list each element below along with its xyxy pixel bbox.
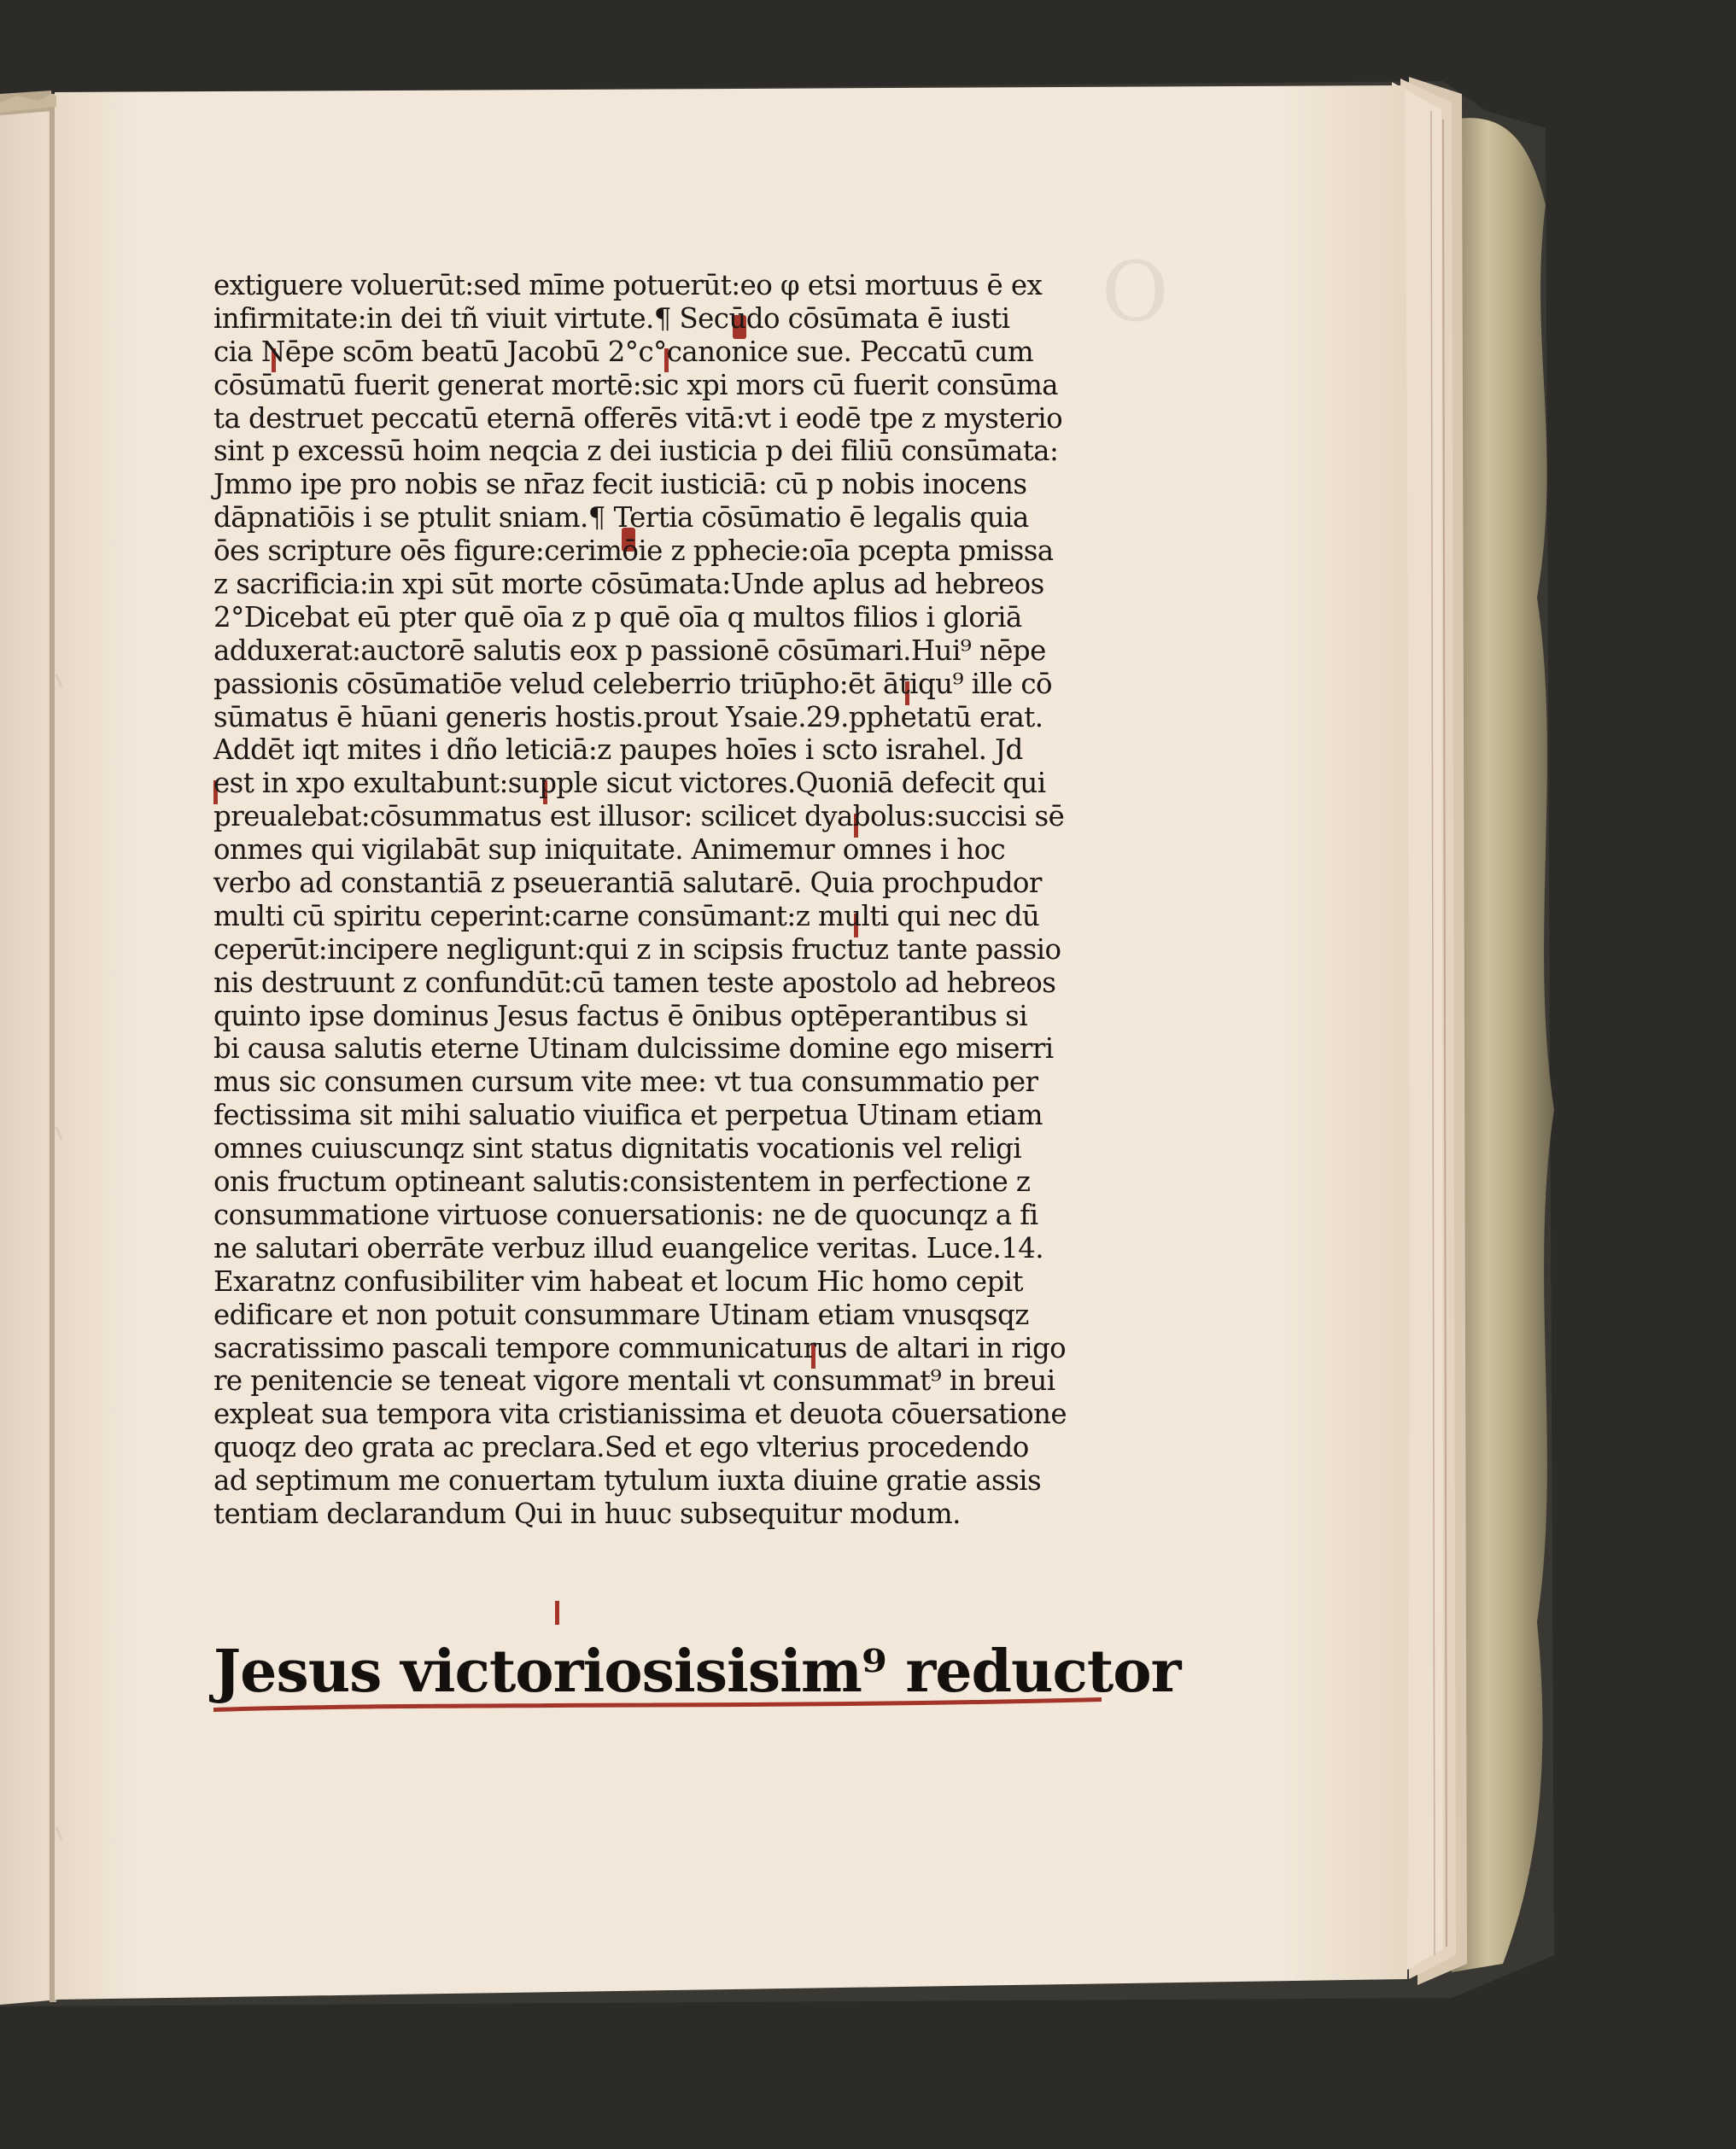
rubric-stroke bbox=[555, 1601, 559, 1625]
text-line: ōes scripture oēs figure:cerimōie z pphecie:oīa pcepta pmissa bbox=[213, 534, 1054, 568]
text-line: passionis cōsūmatiōe velud celeberrio triūpho:ēt ātiqu⁹ ille cō bbox=[213, 667, 1052, 700]
text-line: verbo ad constantiā z pseuerantiā salutarē. Quia prochpudor bbox=[213, 867, 1042, 900]
text-line: adduxerat:auctorē salutis eox p passionē cōsūmari.Hui⁹ nēpe bbox=[213, 634, 1046, 667]
text-line: ceperūt:incipere negligunt:qui z in scipsis fructuz tante passio bbox=[213, 932, 1061, 966]
text-line: bi causa salutis eterne Utinam dulcissime domine ego miserri bbox=[213, 1032, 1054, 1066]
page-body-text bbox=[213, 269, 1144, 1531]
text-line: multi cū spiritu ceperint:carne consūmant:z multi qui nec dū bbox=[213, 899, 1040, 932]
svg-text:O: O bbox=[1102, 244, 1169, 340]
text-line: onmes qui vigilabāt sup iniquitate. Animemur omnes i hoc bbox=[213, 833, 1006, 867]
text-line: mus sic consumen cursum vite mee: vt tua consummatio per bbox=[213, 1066, 1038, 1099]
text-line: nis destruunt z confundūt:cū tamen teste apostolo ad hebreos bbox=[213, 966, 1056, 999]
text-line: onis fructum optineant salutis:consistentem in perfectione z bbox=[213, 1165, 1031, 1199]
text-line: 2°Dicebat eū pter quē oīa z p quē oīa q multos filios i gloriā bbox=[213, 600, 1022, 634]
text-line: cōsūmatū fuerit generat mortē:sic xpi mors cū fuerit consūma bbox=[213, 368, 1058, 401]
text-line: consummatione virtuose conuersationis: ne de quocunqz a fi bbox=[213, 1198, 1038, 1231]
text-line: Addēt iqt mites i dño leticiā:z paupes hoīes i scto israhel. Jd bbox=[213, 733, 1023, 767]
text-line: quoqz deo grata ac preclara.Sed et ego vlterius procedendo bbox=[213, 1431, 1029, 1464]
text-line: sacratissimo pascali tempore communicaturus de altari in rigo bbox=[213, 1331, 1067, 1364]
text-line: ad septimum me conuertam tytulum iuxta diuine gratie assis bbox=[213, 1464, 1042, 1498]
text-line: est in xpo exultabunt:supple sicut victores.Quoniā defecit qui bbox=[213, 767, 1046, 800]
text-line: extiguere voluerūt:sed mīme potuerūt:eo φ etsi mortuus ē ex bbox=[213, 269, 1043, 301]
text-line: edificare et non potuit consummare Utinam etiam vnusqsqz bbox=[213, 1298, 1029, 1331]
text-line: dāpnatiōis i se ptulit sniam.¶ Tertia cōsūmatio ē legalis quia bbox=[213, 501, 1029, 534]
text-line: tentiam declarandum Qui in huuc subsequitur modum. bbox=[213, 1497, 961, 1530]
parchment-strip bbox=[1452, 118, 1554, 1972]
text-line: cia Nēpe scōm beatū Jacobū 2°c°canonice sue. Peccatū cum bbox=[213, 335, 1034, 368]
text-line: Jmmo ipe pro nobis se nr̄az fecit iusticiā: cū p nobis inocens bbox=[213, 468, 1027, 501]
section-heading: Jesus victoriosisisim⁹ reductor bbox=[213, 1638, 1181, 1706]
text-line: Exaratnz confusibiliter vim habeat et locum Hic homo cepit bbox=[213, 1264, 1023, 1298]
text-line: sint p excessū hoim neqcia z dei iusticia p dei filiū consūmata: bbox=[213, 435, 1059, 468]
text-line: quinto ipse dominus Jesus factus ē ōnibus optēperantibus si bbox=[213, 999, 1028, 1032]
text-line: sūmatus ē hūani generis hostis.prout Ysaie.29.pphetatū erat. bbox=[213, 700, 1043, 733]
text-line: fectissima sit mihi saluatio viuifica et perpetua Utinam etiam bbox=[213, 1099, 1043, 1132]
text-line: z sacrificia:in xpi sūt morte cōsūmata:Unde aplus ad hebreos bbox=[213, 568, 1044, 601]
text-line: ne salutari oberrāte verbuz illud euangelice veritas. Luce.14. bbox=[213, 1231, 1043, 1264]
text-line: omnes cuiuscunqz sint status dignitatis vocationis vel religi bbox=[213, 1132, 1022, 1165]
text-line: preualebat:cōsummatus est illusor: scilicet dyabolus:succisi sē bbox=[213, 800, 1065, 833]
text-line: expleat sua tempora vita cristianissima et deuota cōuersatione bbox=[213, 1398, 1067, 1431]
text-line: ta destruet peccatū eternā offerēs vitā:vt i eodē tpe z mysterio bbox=[213, 401, 1063, 435]
text-line: re penitencie se teneat vigore mentali vt consummat⁹ in breui bbox=[213, 1364, 1055, 1398]
text-line: infirmitate:in dei tñ viuit virtute.¶ Secūdo cōsūmata ē iusti bbox=[213, 301, 1010, 335]
